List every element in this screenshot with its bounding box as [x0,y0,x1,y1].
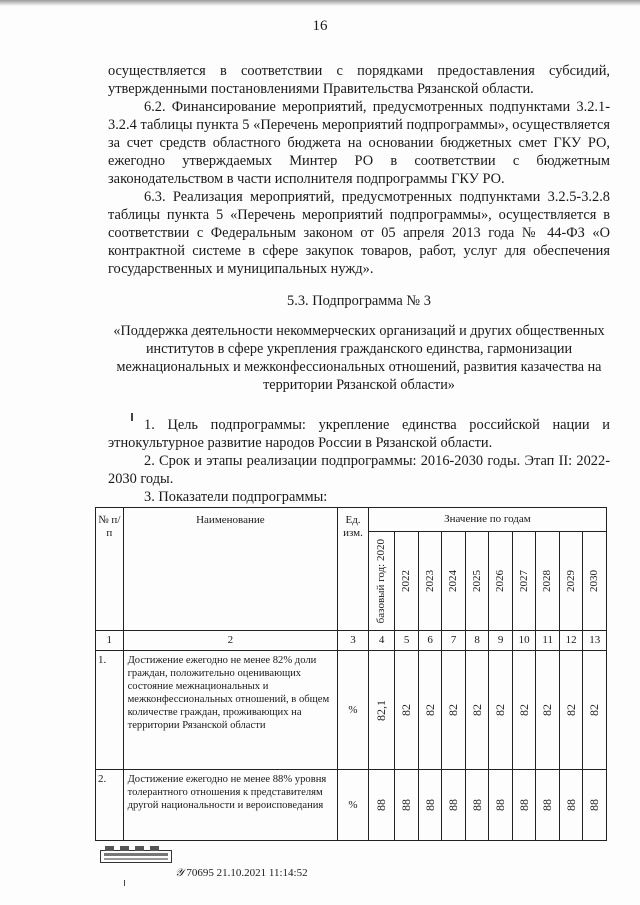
registration-mark-icon: 𝒴 [175,867,184,879]
vertical-text: 88 [446,799,461,811]
vertical-text: 82 [469,704,484,716]
row-value [465,651,489,770]
paragraph-continuation: осуществляется в соответствии с порядками предоставления субсидий, утвержденными постановлениями Правительства Рязанской области. [108,63,610,97]
column-number: 1 [96,631,124,651]
header-unit: Ед. изм. [338,508,369,631]
vertical-wrap [466,770,489,840]
table-row [96,770,607,841]
row-value [368,651,395,770]
vertical-text: 88 [374,799,389,811]
vertical-wrap [395,651,418,769]
vertical-wrap [442,770,465,840]
header-name: Наименование [123,508,338,631]
vertical-text: 82 [540,704,555,716]
table-row [96,651,607,770]
year-header [442,532,466,631]
scan-speck [131,413,133,421]
column-number: 12 [559,631,583,651]
column-number: 13 [583,631,607,651]
year-header [512,532,536,631]
column-number: 2 [123,631,338,651]
vertical-wrap [489,770,512,840]
indicators-table [95,507,607,841]
header-num: № п/п [96,508,124,631]
column-number: 4 [368,631,395,651]
vertical-text: 88 [516,799,531,811]
column-number: 11 [536,631,560,651]
column-number-row [96,631,607,651]
page-number: 16 [312,18,328,34]
scan-edge [0,0,640,6]
vertical-wrap [583,532,606,630]
vertical-text: 82 [587,704,602,716]
row-value [583,651,607,770]
vertical-text: 82 [563,704,578,716]
indicators-heading: 3. Показатели подпрограммы: [144,489,328,505]
vertical-wrap [536,532,559,630]
paragraph-6-2: 6.2. Финансирование мероприятий, предусмотренных подпунктами 3.2.1-3.2.4 таблицы пункта 5 «Перечень мероприятий подпрограммы», осуществляется за счет средств областного бюджета на основании бюджетных смет ГКУ РО, ежегодно утверждаемых Минтер РО в соответствии с бюджетным законодательством в части исполнителя подпрограммы ГКУ РО. [108,99,610,187]
vertical-text: 2022 [400,570,413,592]
vertical-text: 82,1 [374,699,389,721]
vertical-text: 2027 [517,570,530,592]
column-number: 10 [512,631,536,651]
row-name: Достижение ежегодно не менее 82% доли граждан, положительно оценивающих состояние межнациональных и межконфессиональных отношений, в общем количестве граждан, проживающих на территории Рязанской области [123,651,338,770]
header-values-by-year: Значение по годам [368,508,606,532]
year-header [489,532,513,631]
section-title: 5.3. Подпрограмма № 3 [287,293,431,309]
column-number: 9 [489,631,513,651]
vertical-text: базовый год: 2020 [375,538,388,624]
vertical-wrap [442,532,465,630]
vertical-wrap [369,770,395,840]
vertical-text: 88 [563,799,578,811]
year-header [583,532,607,631]
row-unit: % [338,651,369,770]
vertical-wrap [513,651,536,769]
vertical-wrap [442,651,465,769]
vertical-text: 2026 [494,570,507,592]
row-value [395,770,419,841]
vertical-text: 2025 [470,570,483,592]
vertical-wrap [560,770,583,840]
row-value [442,651,466,770]
vertical-text: 2024 [447,570,460,592]
paragraph-6-3: 6.3. Реализация мероприятий, предусмотренных подпунктами 3.2.5-3.2.8 таблицы пункта 5 «Перечень мероприятий подпрограммы», осуществляется в соответствии с Федеральным законом от 05 апреля 2013 года № 44-ФЗ «О контрактной системе в сфере закупок товаров, работ, услуг для обеспечения государственных и муниципальных нужд». [108,189,610,277]
subprogram-term: 2. Срок и этапы реализации подпрограммы: 2016-2030 годы. Этап II: 2022-2030 годы. [108,453,610,487]
vertical-wrap [419,532,442,630]
vertical-wrap [419,770,442,840]
vertical-wrap [395,532,418,630]
vertical-text: 88 [422,799,437,811]
vertical-wrap [513,532,536,630]
scan-speck [124,880,125,886]
row-value [583,770,607,841]
vertical-wrap [536,770,559,840]
row-value [536,651,560,770]
column-number: 5 [395,631,419,651]
row-value [442,770,466,841]
column-number: 6 [418,631,442,651]
row-name: Достижение ежегодно не менее 88% уровня толерантного отношения к представителям другой национальности и вероисповедания [123,770,338,841]
year-header [536,532,560,631]
vertical-wrap [466,651,489,769]
vertical-text: 82 [399,704,414,716]
vertical-text: 82 [516,704,531,716]
vertical-text: 88 [469,799,484,811]
row-value [536,770,560,841]
vertical-wrap [489,532,512,630]
vertical-wrap [419,651,442,769]
row-value [559,651,583,770]
vertical-wrap [583,651,606,769]
column-number: 7 [442,631,466,651]
vertical-wrap [536,651,559,769]
row-number: 1. [96,651,124,770]
row-number: 2. [96,770,124,841]
vertical-wrap [560,651,583,769]
row-value [559,770,583,841]
year-header [395,532,419,631]
subprogram-title: «Поддержка деятельности некоммерческих организаций и других общественных институтов в сфере укрепления гражданского единства, гармонизации межнациональных и межконфессиональных отношений, развития казачества на территории Рязанской области» [113,323,605,393]
vertical-text: 88 [399,799,414,811]
vertical-text: 2023 [423,570,436,592]
registry-stamp-icon [100,844,172,864]
row-value [512,651,536,770]
vertical-wrap [369,532,395,630]
vertical-wrap [560,532,583,630]
vertical-wrap [513,770,536,840]
document-footer [100,844,350,884]
row-value [418,770,442,841]
year-header [368,532,395,631]
registration-text: 70695 21.10.2021 11:14:52 [186,867,308,879]
row-unit: % [338,770,369,841]
row-value [465,770,489,841]
row-value [489,651,513,770]
row-value [368,770,395,841]
row-value [418,651,442,770]
row-value [489,770,513,841]
vertical-text: 2029 [564,570,577,592]
vertical-wrap [489,651,512,769]
row-value [512,770,536,841]
year-header [465,532,489,631]
vertical-wrap [466,532,489,630]
registration-number [175,867,308,880]
row-value [395,651,419,770]
vertical-text: 2028 [541,570,554,592]
vertical-wrap [395,770,418,840]
vertical-text: 2030 [588,570,601,592]
vertical-text: 82 [422,704,437,716]
vertical-text: 82 [446,704,461,716]
year-header [418,532,442,631]
column-number: 8 [465,631,489,651]
subprogram-goal: 1. Цель подпрограммы: укрепление единства российской нации и этнокультурное развитие народов России в Рязанской области. [108,417,610,451]
vertical-text: 82 [493,704,508,716]
vertical-wrap [369,651,395,769]
vertical-text: 88 [587,799,602,811]
vertical-wrap [583,770,606,840]
year-header [559,532,583,631]
document-body [108,62,610,506]
vertical-text: 88 [540,799,555,811]
vertical-text: 88 [493,799,508,811]
column-number: 3 [338,631,369,651]
